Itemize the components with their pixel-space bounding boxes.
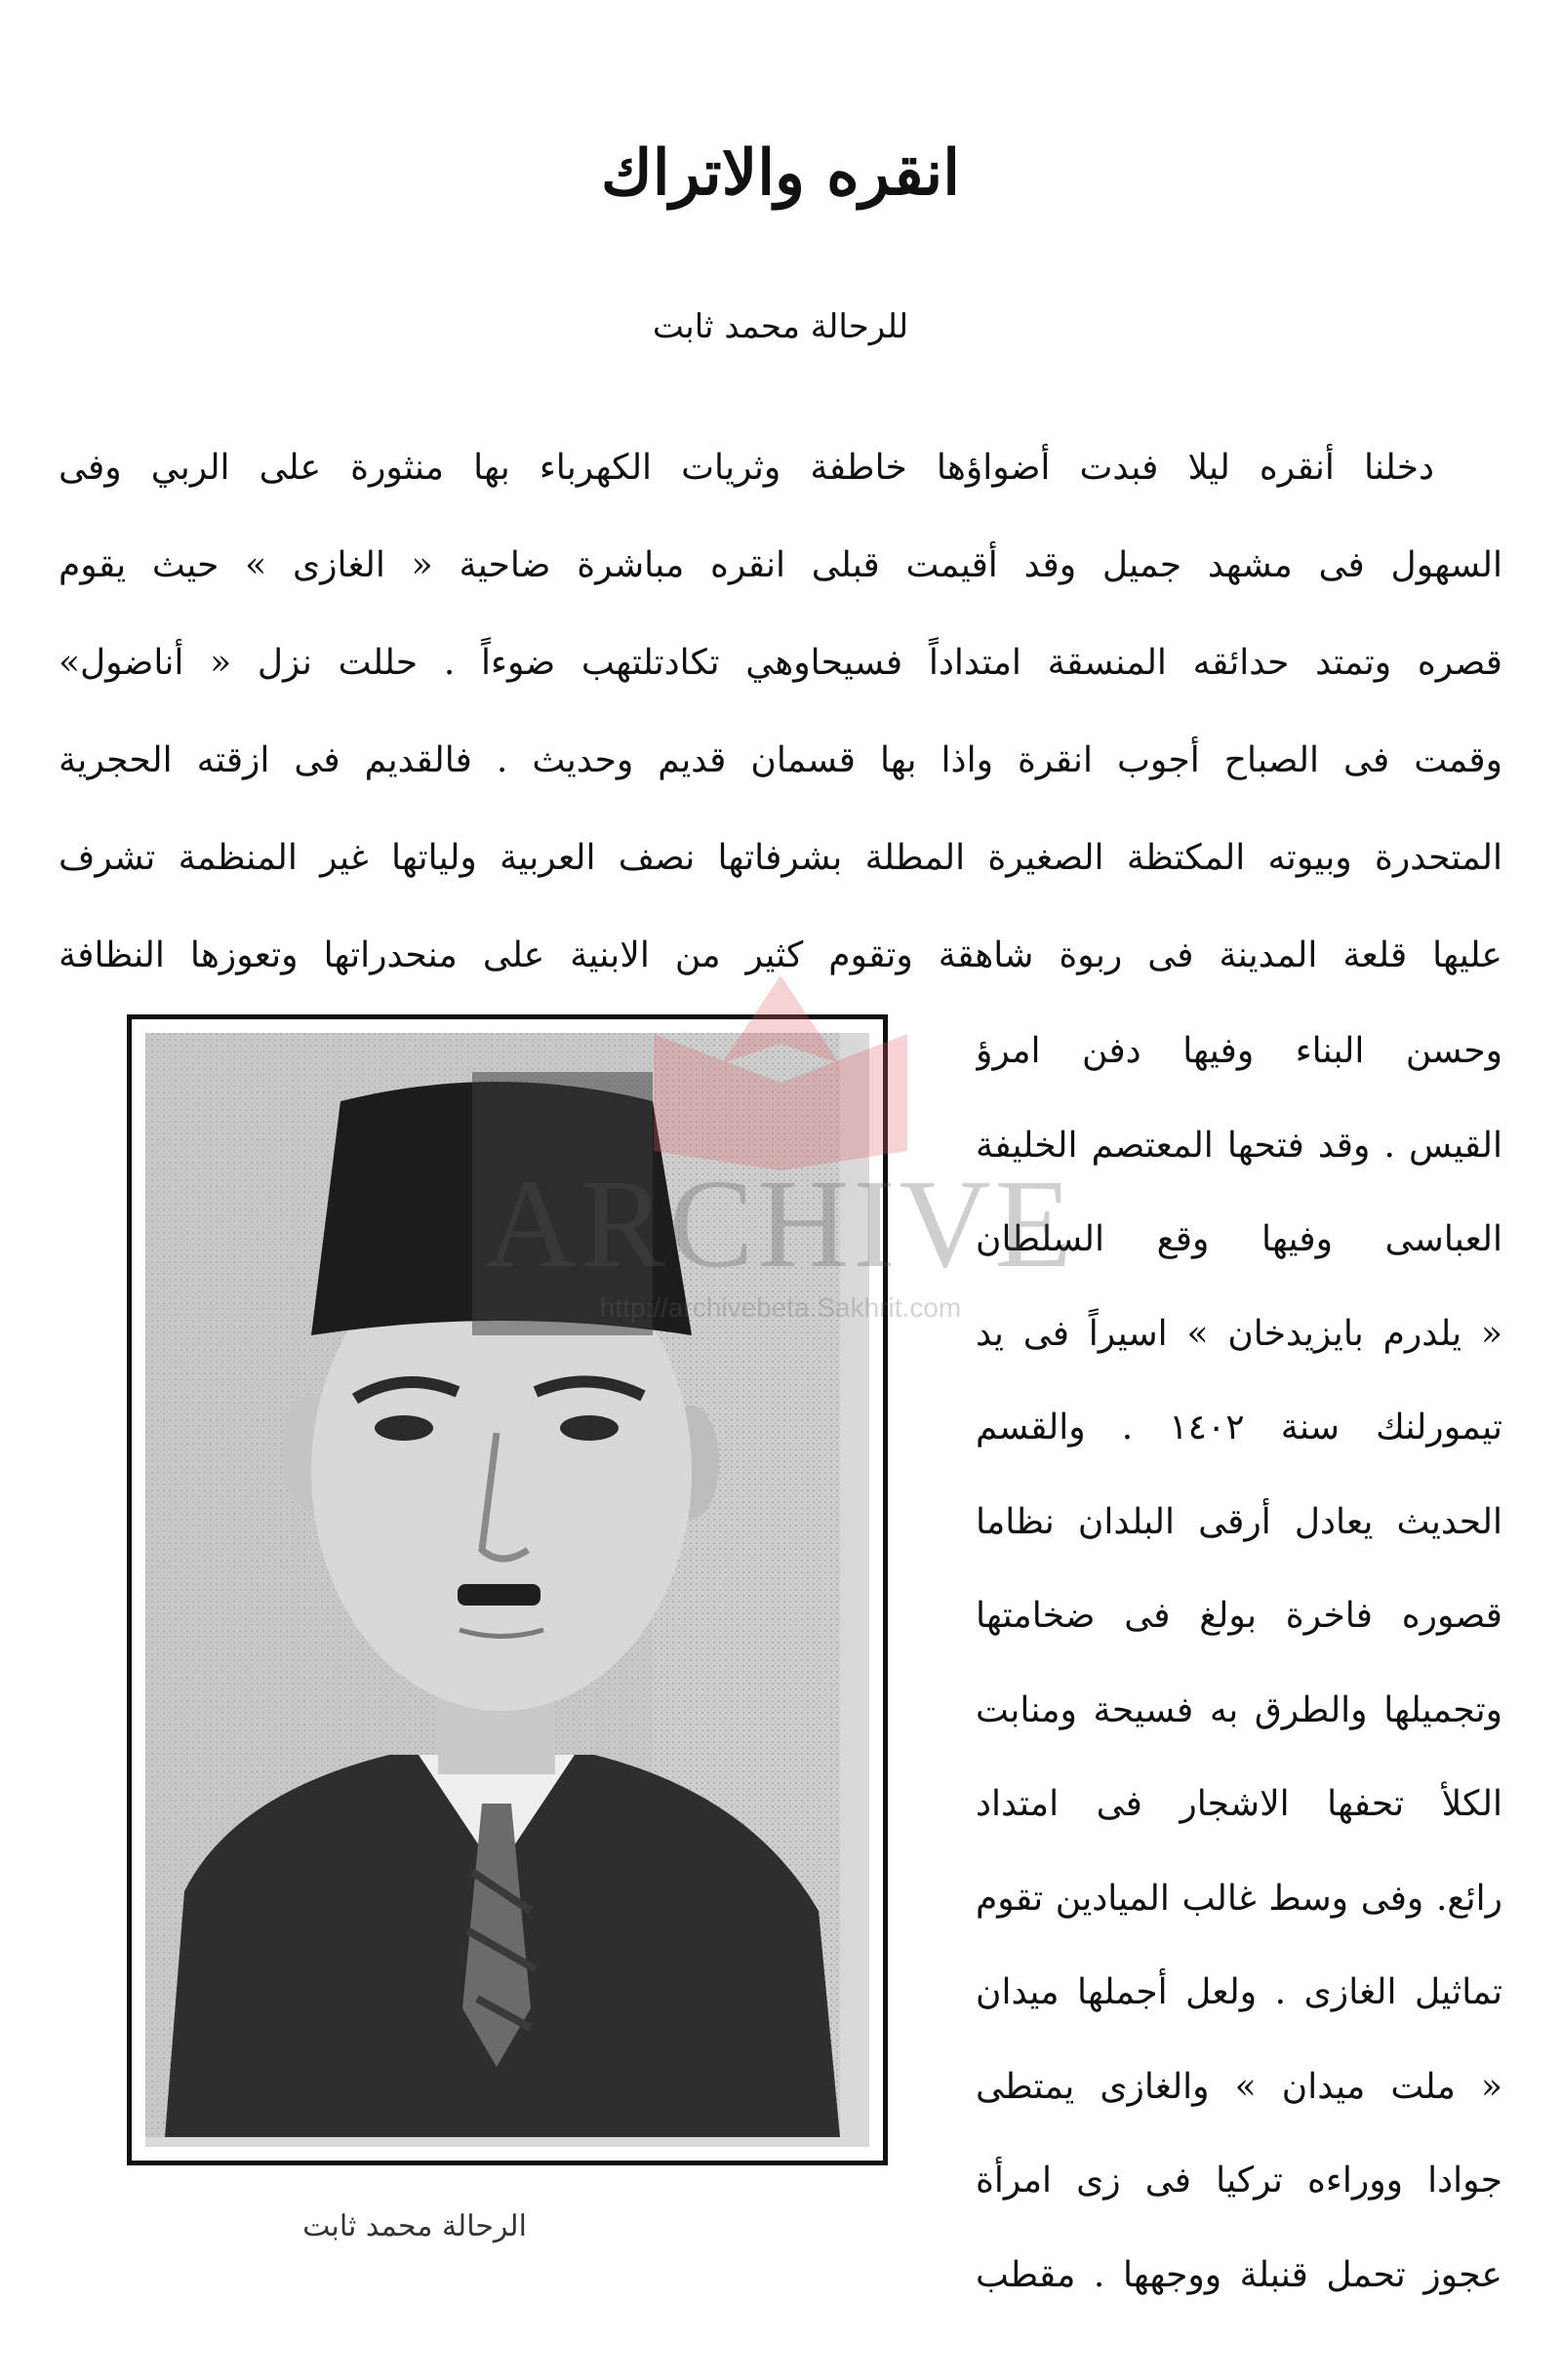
text-line: وحسن البناء وفيها دفن امرؤ bbox=[976, 1031, 1502, 1071]
text-line: تيمورلنك سنة ١٤٠٢ . والقسم bbox=[976, 1408, 1502, 1448]
text-line: وتجميلها والطرق به فسيحة ومنابت bbox=[976, 1689, 1502, 1730]
text-line: رائع. وفى وسط غالب الميادين تقوم bbox=[976, 1878, 1502, 1919]
text-line: دخلنا أنقره ليلا فبدت أضواؤها خاطفة وثريات الكهرباء بها منثورة على الربي وفى bbox=[59, 448, 1434, 488]
text-line: عجوز تحمل قنبلة ووجهها . مقطب bbox=[976, 2254, 1502, 2295]
portrait-photo-frame bbox=[127, 1014, 888, 2165]
magazine-page bbox=[59, 107, 1502, 2312]
text-line: الكلأ تحفها الاشجار فى امتداد bbox=[976, 1784, 1502, 1824]
article-byline: للرحالة محمد ثابت bbox=[652, 307, 909, 346]
portrait-photo bbox=[145, 1033, 869, 2147]
text-line: وقمت فى الصباح أجوب انقرة واذا بها قسمان قديم وحديث . فالقديم فى ازقته الحجرية bbox=[59, 740, 1502, 780]
text-line: السهول فى مشهد جميل وقد أقيمت قبلى انقره مباشرة ضاحية « الغازى » حيث يقوم bbox=[59, 545, 1502, 585]
article-body-column bbox=[976, 1005, 1502, 2322]
text-line: « ملت ميدان » والغازى يمتطى bbox=[976, 2066, 1502, 2107]
text-line: المتحدرة وبيوته المكتظة الصغيرة المطلة بشرفاتها نصف العربية ولياتها غير المنظمة تشرف bbox=[59, 838, 1502, 878]
text-line: قصره وتمتد حدائقه المنسقة امتداداً فسيحاوهي تكادتلتهب ضوءاً . حللت نزل « أناضول» bbox=[59, 643, 1502, 683]
watermark-word: ARCHIVE bbox=[485, 1154, 1076, 1294]
text-line: القيس . وقد فتحها المعتصم الخليفة bbox=[976, 1125, 1502, 1166]
watermark-url: http://archivebeta.Sakhrit.com bbox=[599, 1292, 962, 1323]
text-line: الحديث يعادل أرقى البلدان نظاما bbox=[976, 1501, 1502, 1542]
article-title: انقره والاتراك bbox=[601, 137, 960, 210]
text-line: جوادا ووراءه تركيا فى زى امرأة bbox=[976, 2161, 1502, 2201]
article-body-full-width bbox=[59, 419, 1502, 1005]
text-line: عليها قلعة المدينة فى ربوة شاهقة وتقوم كثير من الابنية على منحدراتها وتعوزها النظافة bbox=[59, 935, 1502, 975]
photo-caption: الرحالة محمد ثابت bbox=[302, 2209, 527, 2243]
text-line: قصوره فاخرة بولغ فى ضخامتها bbox=[976, 1596, 1502, 1636]
text-line: « يلدرم بايزيدخان » اسيراً فى يد bbox=[976, 1313, 1502, 1354]
portrait-illustration bbox=[145, 1033, 840, 2137]
text-line: العباسى وفيها وقع السلطان bbox=[976, 1219, 1502, 1259]
text-line: تماثيل الغازى . ولعل أجملها ميدان bbox=[976, 1972, 1502, 2012]
